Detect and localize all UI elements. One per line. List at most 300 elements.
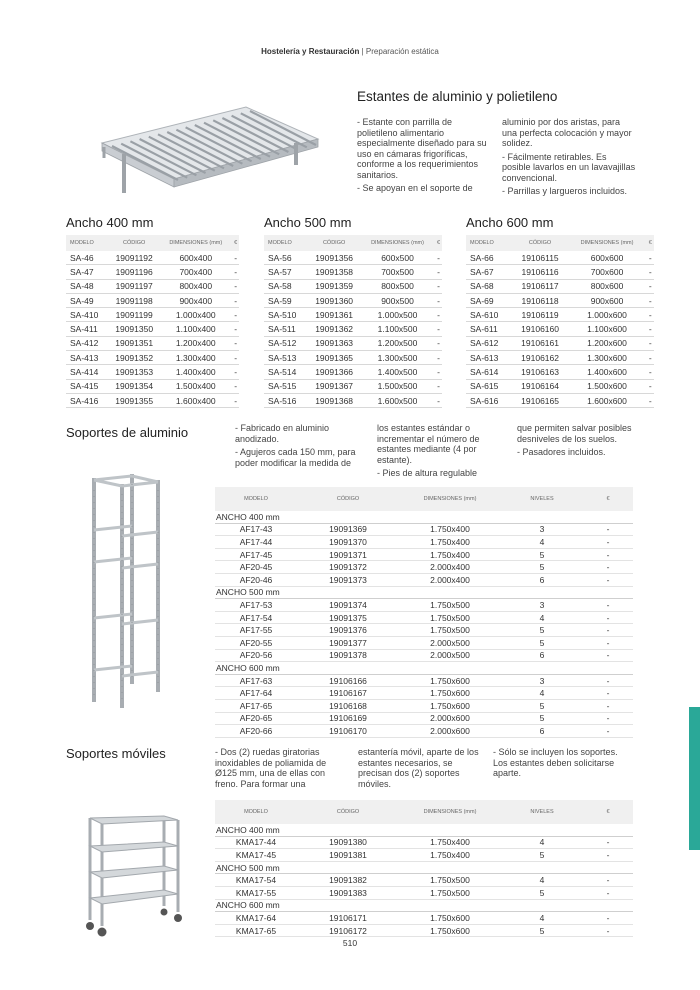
section2-col3-item: - Pasadores incluidos. bbox=[517, 447, 606, 457]
group-row bbox=[215, 824, 633, 836]
cell-modelo: SA-615 bbox=[466, 379, 513, 393]
cell-niveles: 4 bbox=[501, 536, 583, 549]
cell-modelo: AF17-53 bbox=[215, 599, 297, 612]
cell-dimensiones: 900x500 bbox=[360, 293, 435, 307]
cell-codigo: 19091353 bbox=[109, 365, 159, 379]
cell-dimensiones: 2.000x400 bbox=[399, 573, 501, 586]
cell-codigo: 19091373 bbox=[297, 573, 399, 586]
cell-dimensiones: 900x400 bbox=[159, 293, 232, 307]
cell-niveles: 5 bbox=[501, 699, 583, 712]
cell-dimensiones: 1.750x400 bbox=[399, 523, 501, 536]
group-label: ANCHO 500 mm bbox=[215, 861, 633, 874]
cell-modelo: SA-613 bbox=[466, 351, 513, 365]
cell-precio: - bbox=[583, 599, 633, 612]
cell-modelo: AF17-54 bbox=[215, 611, 297, 624]
cell-dimensiones: 1.750x400 bbox=[399, 536, 501, 549]
cell-modelo: KMA17-64 bbox=[215, 912, 297, 925]
section3-col3 bbox=[493, 747, 618, 782]
cell-niveles: 4 bbox=[501, 611, 583, 624]
cell-codigo: 19091363 bbox=[308, 336, 360, 350]
cell-precio: - bbox=[232, 265, 239, 279]
col-header-modelo: MODELO bbox=[264, 235, 308, 251]
table-row bbox=[466, 251, 654, 265]
table-row bbox=[215, 687, 633, 700]
cell-modelo: KMA17-44 bbox=[215, 836, 297, 849]
cell-niveles: 4 bbox=[501, 912, 583, 925]
cell-codigo: 19091196 bbox=[109, 265, 159, 279]
table-row bbox=[215, 548, 633, 561]
cell-codigo: 19091350 bbox=[109, 322, 159, 336]
cell-codigo: 19091376 bbox=[297, 624, 399, 637]
cell-codigo: 19106163 bbox=[513, 365, 568, 379]
cell-niveles: 5 bbox=[501, 548, 583, 561]
col-header-modelo: MODELO bbox=[66, 235, 109, 251]
table-row bbox=[215, 523, 633, 536]
cell-modelo: SA-410 bbox=[66, 308, 109, 322]
cell-codigo: 19106116 bbox=[513, 265, 568, 279]
col-header-codigo: CÓDIGO bbox=[297, 487, 399, 511]
cell-codigo: 19091366 bbox=[308, 365, 360, 379]
section3-col2-item: estantería móvil, aparte de los estantes necesarios, se precisan dos (2) soportes móviles. bbox=[358, 747, 479, 789]
cell-modelo: KMA17-54 bbox=[215, 874, 297, 887]
col-header-dimensiones: DIMENSIONES (mm) bbox=[567, 235, 646, 251]
table-row bbox=[466, 279, 654, 293]
cell-modelo: SA-612 bbox=[466, 336, 513, 350]
cell-precio: - bbox=[232, 336, 239, 350]
cell-modelo: AF17-64 bbox=[215, 687, 297, 700]
group-label: ANCHO 400 mm bbox=[215, 511, 633, 523]
cell-codigo: 19106168 bbox=[297, 699, 399, 712]
table-row bbox=[66, 308, 239, 322]
cell-dimensiones: 1.200x600 bbox=[567, 336, 646, 350]
section2-col2 bbox=[377, 423, 502, 482]
cell-dimensiones: 1.400x600 bbox=[567, 365, 646, 379]
cell-modelo: AF17-45 bbox=[215, 548, 297, 561]
col-header-codigo: CÓDIGO bbox=[308, 235, 360, 251]
header-subcategory: Preparación estática bbox=[365, 47, 439, 56]
cell-precio: - bbox=[583, 712, 633, 725]
section3-col2 bbox=[358, 747, 483, 792]
cell-codigo: 19106171 bbox=[297, 912, 399, 925]
cell-dimensiones: 1.750x600 bbox=[399, 924, 501, 937]
cell-codigo: 19091356 bbox=[308, 251, 360, 265]
cell-dimensiones: 800x600 bbox=[567, 279, 646, 293]
cell-niveles: 5 bbox=[501, 886, 583, 899]
cell-modelo: SA-46 bbox=[66, 251, 109, 265]
cell-dimensiones: 1.500x400 bbox=[159, 379, 232, 393]
table-row bbox=[66, 393, 239, 407]
cell-dimensiones: 1.600x400 bbox=[159, 393, 232, 407]
cell-codigo: 19091368 bbox=[308, 393, 360, 407]
cell-precio: - bbox=[583, 849, 633, 862]
cell-codigo: 19091354 bbox=[109, 379, 159, 393]
cell-modelo: SA-57 bbox=[264, 265, 308, 279]
table-row bbox=[66, 251, 239, 265]
cell-codigo: 19091369 bbox=[297, 523, 399, 536]
cell-precio: - bbox=[647, 265, 654, 279]
table-row bbox=[215, 836, 633, 849]
section1-col1 bbox=[357, 117, 487, 197]
cell-modelo: AF17-43 bbox=[215, 523, 297, 536]
cell-codigo: 19106119 bbox=[513, 308, 568, 322]
cell-codigo: 19091360 bbox=[308, 293, 360, 307]
cell-codigo: 19091365 bbox=[308, 351, 360, 365]
cell-dimensiones: 1.200x500 bbox=[360, 336, 435, 350]
cell-precio: - bbox=[435, 336, 442, 350]
cell-precio: - bbox=[583, 699, 633, 712]
header-separator: | bbox=[359, 47, 366, 56]
table-row bbox=[264, 393, 442, 407]
table-row bbox=[215, 849, 633, 862]
cell-dimensiones: 1.750x400 bbox=[399, 836, 501, 849]
page-number: 510 bbox=[342, 938, 358, 948]
cell-codigo: 19091362 bbox=[308, 322, 360, 336]
cell-codigo: 19106160 bbox=[513, 322, 568, 336]
section2-col3-item: que permiten salvar posibles desniveles de los suelos. bbox=[517, 423, 632, 444]
cell-modelo: SA-510 bbox=[264, 308, 308, 322]
cell-dimensiones: 2.000x500 bbox=[399, 649, 501, 662]
cell-modelo: SA-56 bbox=[264, 251, 308, 265]
cell-dimensiones: 1.400x400 bbox=[159, 365, 232, 379]
col-header-codigo: CÓDIGO bbox=[297, 800, 399, 824]
cell-precio: - bbox=[435, 265, 442, 279]
cell-dimensiones: 1.600x500 bbox=[360, 393, 435, 407]
cell-niveles: 5 bbox=[501, 561, 583, 574]
cell-codigo: 19091374 bbox=[297, 599, 399, 612]
section1-col2-item: aluminio por dos aristas, para una perfecta colocación y mayor solidez. bbox=[502, 117, 632, 148]
cell-precio: - bbox=[583, 523, 633, 536]
cell-dimensiones: 1.300x600 bbox=[567, 351, 646, 365]
cell-niveles: 5 bbox=[501, 636, 583, 649]
page-header bbox=[0, 47, 700, 56]
cell-precio: - bbox=[583, 924, 633, 937]
ancho-table-title: Ancho 600 mm bbox=[466, 215, 554, 230]
cell-modelo: AF20-56 bbox=[215, 649, 297, 662]
section2-col1 bbox=[235, 423, 365, 471]
group-row bbox=[215, 586, 633, 599]
cell-codigo: 19091359 bbox=[308, 279, 360, 293]
cell-modelo: SA-414 bbox=[66, 365, 109, 379]
section-color-tab bbox=[689, 707, 700, 850]
cell-precio: - bbox=[583, 636, 633, 649]
cell-precio: - bbox=[583, 548, 633, 561]
table-row bbox=[215, 636, 633, 649]
group-label: ANCHO 400 mm bbox=[215, 824, 633, 836]
col-header-codigo: CÓDIGO bbox=[513, 235, 568, 251]
cell-modelo: SA-47 bbox=[66, 265, 109, 279]
cell-precio: - bbox=[435, 251, 442, 265]
col-header-niveles: NIVELES bbox=[501, 487, 583, 511]
cell-niveles: 5 bbox=[501, 924, 583, 937]
cell-dimensiones: 1.750x500 bbox=[399, 874, 501, 887]
table-row bbox=[66, 379, 239, 393]
cell-modelo: SA-511 bbox=[264, 322, 308, 336]
cell-precio: - bbox=[435, 322, 442, 336]
table-row bbox=[66, 279, 239, 293]
col-header-dimensiones: DIMENSIONES (mm) bbox=[399, 800, 501, 824]
cell-dimensiones: 2.000x500 bbox=[399, 636, 501, 649]
cell-modelo: SA-515 bbox=[264, 379, 308, 393]
cell-codigo: 19091198 bbox=[109, 293, 159, 307]
cell-precio: - bbox=[435, 279, 442, 293]
table-row bbox=[66, 322, 239, 336]
cell-precio: - bbox=[583, 912, 633, 925]
cell-precio: - bbox=[583, 536, 633, 549]
cell-modelo: SA-516 bbox=[264, 393, 308, 407]
cell-codigo: 19091351 bbox=[109, 336, 159, 350]
cell-precio: - bbox=[583, 725, 633, 738]
cell-modelo: SA-68 bbox=[466, 279, 513, 293]
table-row bbox=[66, 293, 239, 307]
cell-dimensiones: 1.100x400 bbox=[159, 322, 232, 336]
table-row bbox=[215, 725, 633, 738]
table-row bbox=[66, 351, 239, 365]
header-category: Hostelería y Restauración bbox=[261, 47, 360, 56]
cell-precio: - bbox=[435, 293, 442, 307]
ancho-table-block-1 bbox=[264, 215, 442, 408]
section1-col2 bbox=[502, 117, 637, 200]
cell-precio: - bbox=[647, 251, 654, 265]
mobile-rack-illustration bbox=[80, 812, 190, 938]
cell-niveles: 4 bbox=[501, 687, 583, 700]
group-label: ANCHO 500 mm bbox=[215, 586, 633, 599]
section3-col3-item: - Sólo se incluyen los soportes. Los estantes deben solicitarse aparte. bbox=[493, 747, 618, 778]
cell-modelo: AF20-55 bbox=[215, 636, 297, 649]
table-row bbox=[264, 279, 442, 293]
table-row bbox=[264, 351, 442, 365]
cell-codigo: 19106115 bbox=[513, 251, 568, 265]
cell-modelo: KMA17-65 bbox=[215, 924, 297, 937]
cell-modelo: SA-49 bbox=[66, 293, 109, 307]
cell-codigo: 19091378 bbox=[297, 649, 399, 662]
cell-modelo: AF20-45 bbox=[215, 561, 297, 574]
table-row bbox=[264, 336, 442, 350]
cell-dimensiones: 1.000x500 bbox=[360, 308, 435, 322]
cell-precio: - bbox=[435, 379, 442, 393]
cell-modelo: SA-512 bbox=[264, 336, 308, 350]
cell-precio: - bbox=[232, 351, 239, 365]
section1-col2-item: - Fácilmente retirables. Es posible lavarlos en un lavavajillas convencional. bbox=[502, 151, 636, 183]
section1-col1-item: - Estante con parrilla de polietileno alimentario especialmente diseñado para su uso en cámaras frigoríficas, conforme a los requerimientos sanitarios. bbox=[357, 117, 487, 180]
table-row bbox=[466, 293, 654, 307]
cell-dimensiones: 900x600 bbox=[567, 293, 646, 307]
soportes-moviles-table bbox=[215, 800, 633, 937]
col-header-modelo: MODELO bbox=[215, 800, 297, 824]
cell-modelo: AF17-44 bbox=[215, 536, 297, 549]
cell-precio: - bbox=[583, 611, 633, 624]
ancho-table bbox=[466, 235, 654, 408]
table-row bbox=[466, 351, 654, 365]
cell-dimensiones: 700x500 bbox=[360, 265, 435, 279]
cell-dimensiones: 1.100x600 bbox=[567, 322, 646, 336]
cell-precio: - bbox=[583, 561, 633, 574]
table-row bbox=[215, 624, 633, 637]
cell-codigo: 19091355 bbox=[109, 393, 159, 407]
cell-codigo: 19091367 bbox=[308, 379, 360, 393]
cell-dimensiones: 1.750x500 bbox=[399, 886, 501, 899]
ancho-table-block-0 bbox=[66, 215, 241, 408]
cell-codigo: 19091382 bbox=[297, 874, 399, 887]
ancho-table bbox=[264, 235, 442, 408]
cell-precio: - bbox=[435, 365, 442, 379]
cell-modelo: AF17-63 bbox=[215, 674, 297, 687]
col-header-dimensiones: DIMENSIONES (mm) bbox=[360, 235, 435, 251]
cell-dimensiones: 1.200x400 bbox=[159, 336, 232, 350]
cell-precio: - bbox=[647, 393, 654, 407]
table-row bbox=[264, 322, 442, 336]
cell-codigo: 19091371 bbox=[297, 548, 399, 561]
col-header-niveles: NIVELES bbox=[501, 800, 583, 824]
cell-dimensiones: 1.600x600 bbox=[567, 393, 646, 407]
cell-precio: - bbox=[232, 308, 239, 322]
section2-col1-item: - Fabricado en aluminio anodizado. bbox=[235, 423, 330, 444]
section3-title: Soportes móviles bbox=[66, 746, 166, 761]
col-header-euro: € bbox=[232, 235, 239, 251]
section1-title: Estantes de aluminio y polietileno bbox=[357, 89, 558, 104]
cell-codigo: 19091192 bbox=[109, 251, 159, 265]
cell-precio: - bbox=[232, 393, 239, 407]
table-row bbox=[215, 886, 633, 899]
cell-codigo: 19091372 bbox=[297, 561, 399, 574]
cell-dimensiones: 1.750x500 bbox=[399, 624, 501, 637]
table-row bbox=[215, 712, 633, 725]
table-row bbox=[466, 322, 654, 336]
cell-modelo: SA-614 bbox=[466, 365, 513, 379]
table-row bbox=[264, 308, 442, 322]
ancho-table bbox=[66, 235, 239, 408]
table-row bbox=[264, 379, 442, 393]
table-row bbox=[215, 699, 633, 712]
cell-dimensiones: 2.000x600 bbox=[399, 725, 501, 738]
cell-codigo: 19091199 bbox=[109, 308, 159, 322]
cell-niveles: 3 bbox=[501, 599, 583, 612]
cell-codigo: 19091381 bbox=[297, 849, 399, 862]
table-row bbox=[215, 649, 633, 662]
cell-codigo: 19106167 bbox=[297, 687, 399, 700]
cell-precio: - bbox=[232, 279, 239, 293]
cell-modelo: SA-416 bbox=[66, 393, 109, 407]
group-row bbox=[215, 861, 633, 874]
table-row bbox=[466, 379, 654, 393]
table-row bbox=[66, 265, 239, 279]
cell-niveles: 6 bbox=[501, 573, 583, 586]
cell-dimensiones: 1.500x600 bbox=[567, 379, 646, 393]
cell-codigo: 19106170 bbox=[297, 725, 399, 738]
cell-modelo: SA-411 bbox=[66, 322, 109, 336]
cell-dimensiones: 600x600 bbox=[567, 251, 646, 265]
cell-dimensiones: 2.000x600 bbox=[399, 712, 501, 725]
cell-dimensiones: 1.100x500 bbox=[360, 322, 435, 336]
cell-codigo: 19106165 bbox=[513, 393, 568, 407]
table-row bbox=[215, 573, 633, 586]
cell-niveles: 4 bbox=[501, 836, 583, 849]
cell-codigo: 19106169 bbox=[297, 712, 399, 725]
group-label: ANCHO 600 mm bbox=[215, 899, 633, 912]
col-header-modelo: MODELO bbox=[466, 235, 513, 251]
cell-niveles: 5 bbox=[501, 712, 583, 725]
cell-dimensiones: 1.300x500 bbox=[360, 351, 435, 365]
cell-niveles: 6 bbox=[501, 725, 583, 738]
cell-dimensiones: 600x400 bbox=[159, 251, 232, 265]
cell-codigo: 19091377 bbox=[297, 636, 399, 649]
col-header-modelo: MODELO bbox=[215, 487, 297, 511]
table-row bbox=[66, 365, 239, 379]
cell-precio: - bbox=[647, 379, 654, 393]
cell-niveles: 4 bbox=[501, 874, 583, 887]
cell-modelo: SA-513 bbox=[264, 351, 308, 365]
cell-precio: - bbox=[647, 308, 654, 322]
cell-codigo: 19091197 bbox=[109, 279, 159, 293]
cell-dimensiones: 1.750x600 bbox=[399, 699, 501, 712]
table-row bbox=[264, 293, 442, 307]
table-row bbox=[215, 874, 633, 887]
cell-precio: - bbox=[647, 351, 654, 365]
cell-modelo: SA-69 bbox=[466, 293, 513, 307]
table-row bbox=[466, 336, 654, 350]
table-row bbox=[66, 336, 239, 350]
cell-dimensiones: 1.750x600 bbox=[399, 687, 501, 700]
table-row bbox=[215, 674, 633, 687]
section3-col1-item: - Dos (2) ruedas giratorias inoxidables de poliamida de Ø125 mm, una de ellas con freno. Para formar una bbox=[215, 747, 327, 789]
cell-precio: - bbox=[583, 624, 633, 637]
col-header-euro: € bbox=[647, 235, 654, 251]
table-row bbox=[215, 611, 633, 624]
table-row bbox=[215, 536, 633, 549]
cell-precio: - bbox=[647, 293, 654, 307]
cell-modelo: SA-616 bbox=[466, 393, 513, 407]
soportes-aluminio-table bbox=[215, 487, 633, 738]
cell-codigo: 19106166 bbox=[297, 674, 399, 687]
cell-codigo: 19091375 bbox=[297, 611, 399, 624]
cell-niveles: 5 bbox=[501, 849, 583, 862]
table-row bbox=[215, 561, 633, 574]
cell-modelo: SA-514 bbox=[264, 365, 308, 379]
cell-precio: - bbox=[232, 322, 239, 336]
cell-precio: - bbox=[583, 687, 633, 700]
table-row bbox=[215, 912, 633, 925]
cell-dimensiones: 600x500 bbox=[360, 251, 435, 265]
cell-dimensiones: 1.750x600 bbox=[399, 912, 501, 925]
cell-dimensiones: 1.400x500 bbox=[360, 365, 435, 379]
table-row bbox=[466, 265, 654, 279]
section2-title: Soportes de aluminio bbox=[66, 425, 189, 440]
cell-precio: - bbox=[583, 573, 633, 586]
aluminium-rack-illustration bbox=[80, 470, 180, 712]
cell-precio: - bbox=[232, 379, 239, 393]
section2-col2-item: - Pies de altura regulable bbox=[377, 468, 478, 478]
cell-codigo: 19091358 bbox=[308, 265, 360, 279]
cell-dimensiones: 1.500x500 bbox=[360, 379, 435, 393]
group-label: ANCHO 600 mm bbox=[215, 662, 633, 675]
cell-codigo: 19106162 bbox=[513, 351, 568, 365]
cell-dimensiones: 800x400 bbox=[159, 279, 232, 293]
group-row bbox=[215, 511, 633, 523]
cell-modelo: SA-58 bbox=[264, 279, 308, 293]
cell-dimensiones: 1.750x500 bbox=[399, 611, 501, 624]
cell-precio: - bbox=[435, 393, 442, 407]
cell-modelo: SA-66 bbox=[466, 251, 513, 265]
cell-modelo: AF17-65 bbox=[215, 699, 297, 712]
table-row bbox=[466, 365, 654, 379]
cell-niveles: 3 bbox=[501, 523, 583, 536]
cell-precio: - bbox=[583, 674, 633, 687]
cell-precio: - bbox=[647, 336, 654, 350]
cell-modelo: AF17-55 bbox=[215, 624, 297, 637]
cell-precio: - bbox=[583, 886, 633, 899]
group-row bbox=[215, 899, 633, 912]
cell-modelo: KMA17-45 bbox=[215, 849, 297, 862]
cell-codigo: 19106117 bbox=[513, 279, 568, 293]
